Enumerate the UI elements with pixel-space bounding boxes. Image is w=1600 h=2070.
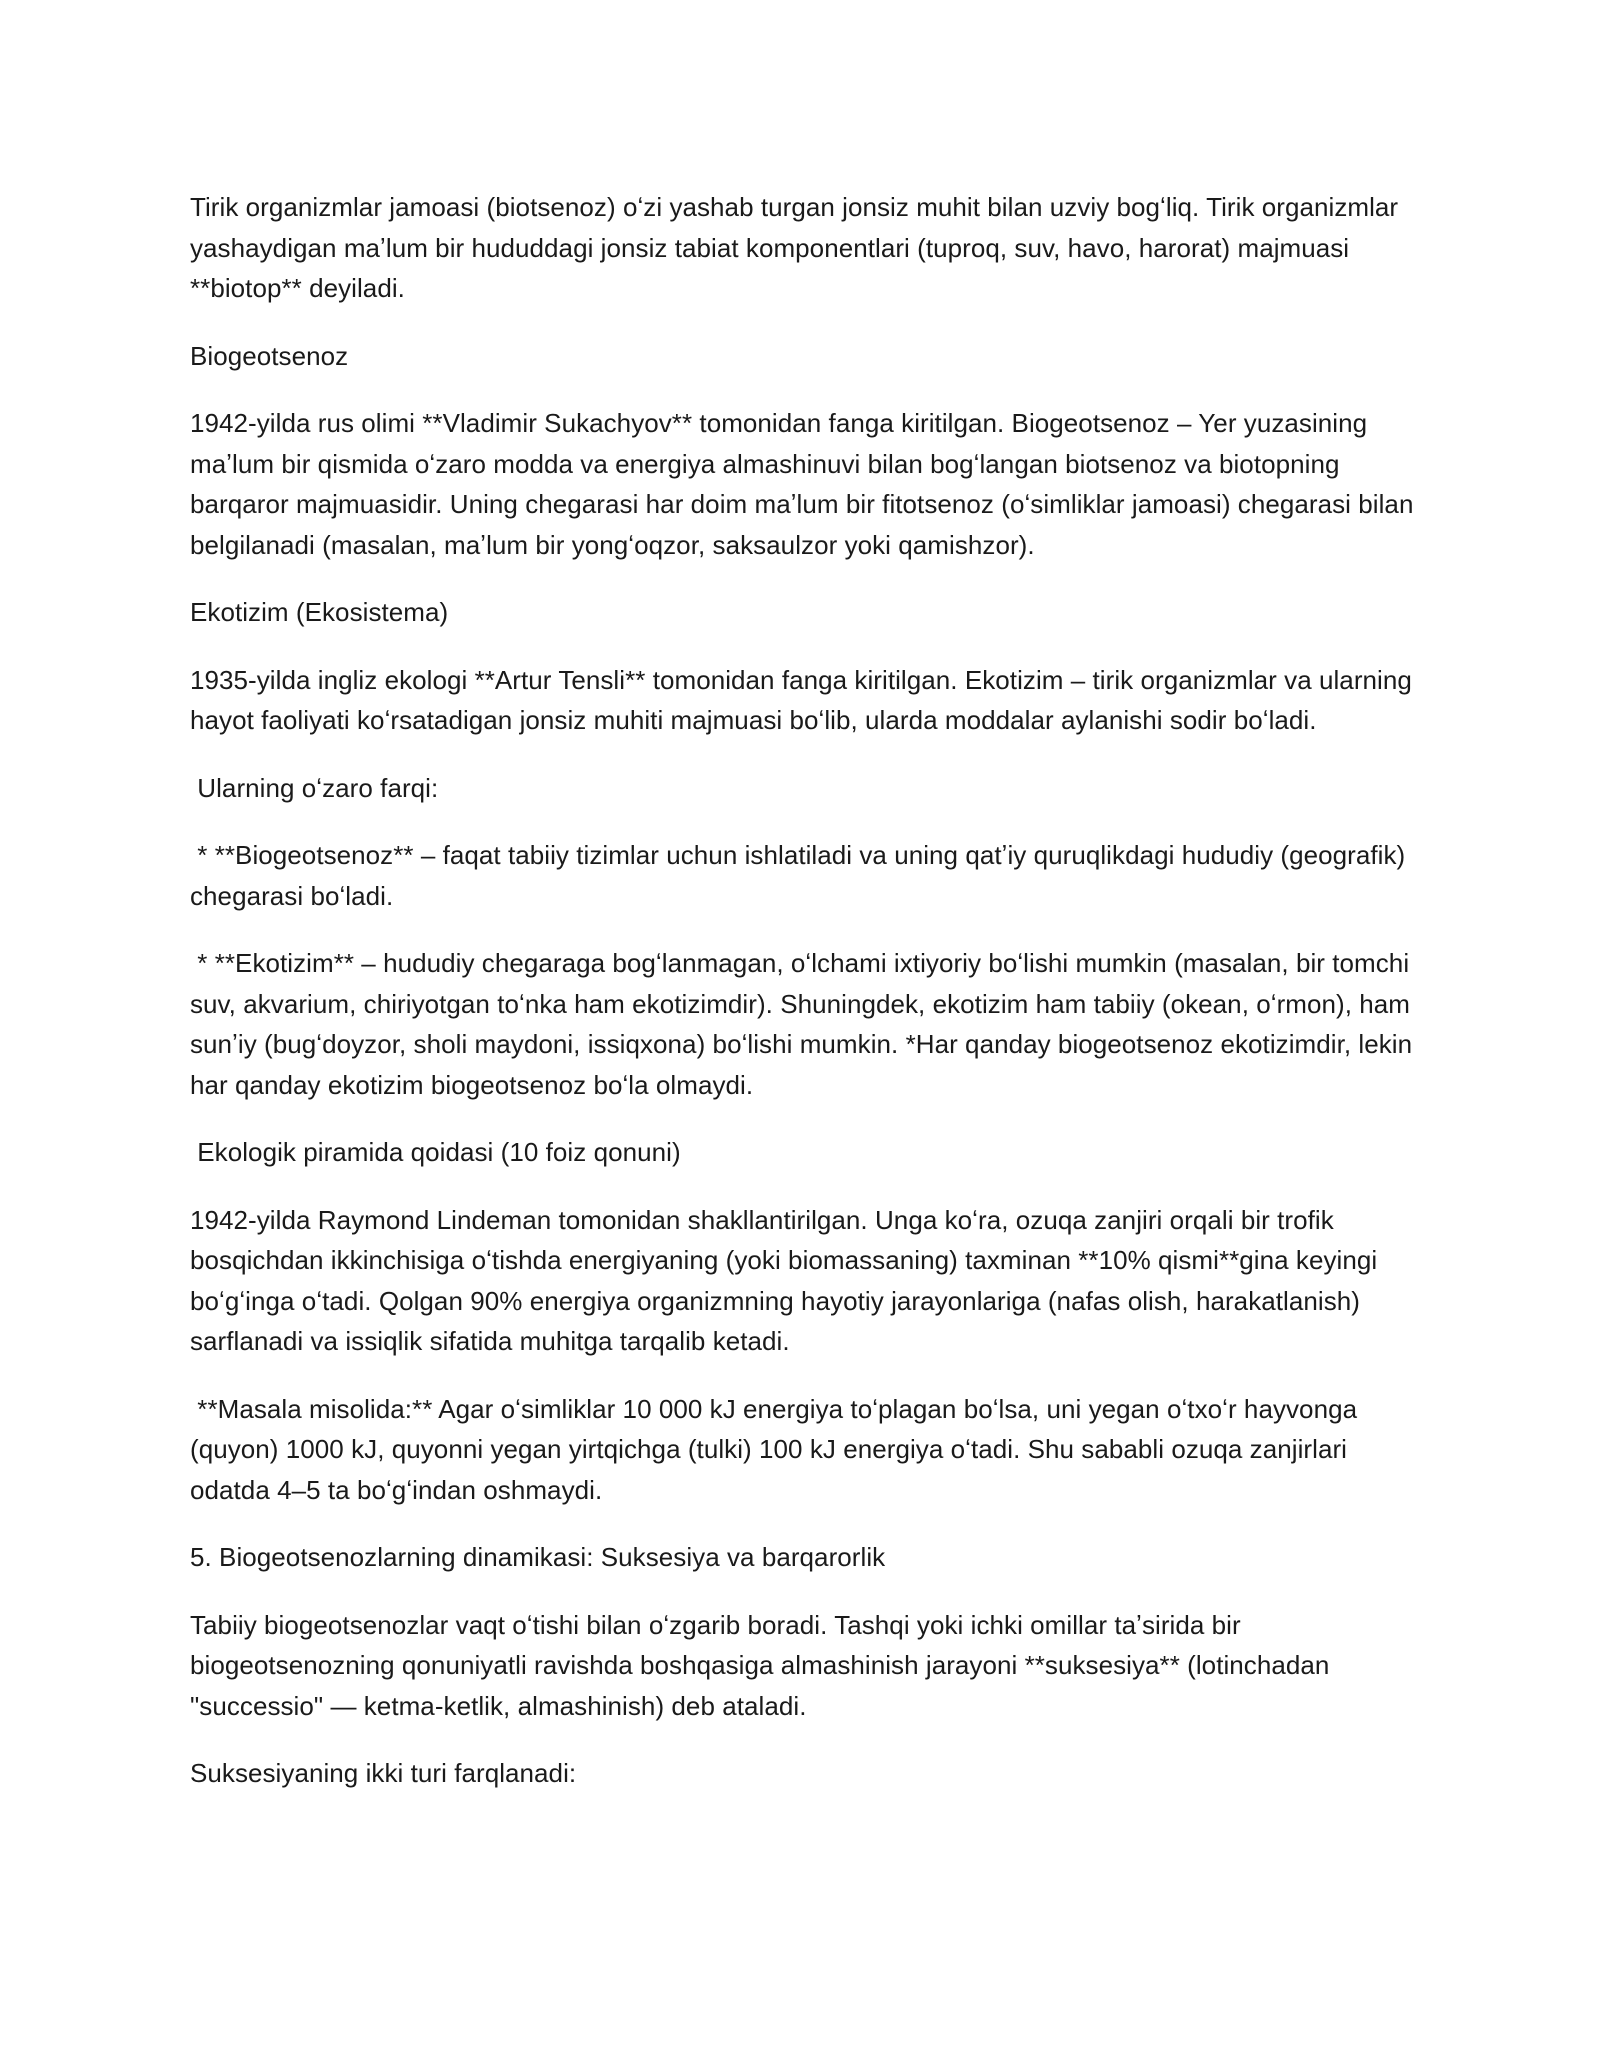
heading-dynamics: 5. Biogeotsenozlarning dinamikasi: Suksesiya va barqarorlik [190,1542,886,1572]
heading-biogeotsenoz: Biogeotsenoz [190,340,349,371]
document-body [190,187,1430,1821]
paragraph-suksesiya: Tabiiy biogeotsenozlar vaqt oʻtishi bilan oʻzgarib boradi. Tashqi yoki ichki omillar taʼsirida bir biogeotsenozning qonuniyatli ravishda boshqasiga almashinish jarayoni **suksesiya** (lotinchadan "successio" — ketma-ketlik, almashinish) deb ataladi. [190,1609,1337,1721]
heading-ecological-pyramid: Ekologik piramida qoidasi (10 foiz qonuni) [190,1137,681,1167]
list-item-biogeotsenoz: * **Biogeotsenoz** – faqat tabiiy tizimlar uchun ishlatiladi va uning qatʼiy quruqlikdagi hududiy (geografik) chegarasi boʻladi. [190,840,1413,911]
heading-difference: Ularning oʻzaro farqi: [190,772,439,803]
paragraph-example: **Masala misolida:** Agar oʻsimliklar 10 000 kJ energiya toʻplagan boʻlsa, uni yegan oʻtxoʻr hayvonga (quyon) 1000 kJ, quyonni yegan yirtqichga (tulki) 100 kJ energiya oʻtadi. Shu sababli ozuqa zanjirlari odatda 4–5 ta boʻgʻindan oshmaydi. [190,1393,1365,1505]
paragraph-ekotizim: 1935-yilda ingliz ekologi **Artur Tensli** tomonidan fanga kiritilgan. Ekotizim – tirik organizmlar va ularning hayot faoliyati koʻrsatadigan jonsiz muhiti majmuasi boʻlib, ularda moddalar aylanishi sodir boʻladi. [190,664,1420,735]
heading-ekotizim: Ekotizim (Ekosistema) [190,597,449,627]
paragraph-biogeotsenoz: 1942-yilda rus olimi **Vladimir Sukachyov** tomonidan fanga kiritilgan. Biogeotsenoz – Yer yuzasining maʼlum bir qismida oʻzaro modda va energiya almashinuvi bilan bogʻlangan biotsenoz va biotopning barqaror majmuasidir. Uning chegarasi har doim maʼlum bir fitotsenoz (oʻsimliklar jamoasi) chegarasi bilan belgilanadi (masalan, maʼlum bir yongʻoqzor, saksaulzor yoki qamishzor). [190,408,1421,560]
paragraph-biotop: Tirik organizmlar jamoasi (biotsenoz) oʻzi yashab turgan jonsiz muhit bilan uzviy bogʻliq. Tirik organizmlar yashaydigan maʼlum bir hududdagi jonsiz tabiat komponentlari (tuproq, suv, havo, harorat) majmuasi **biotop** deyiladi. [190,192,1406,303]
paragraph-ecological-pyramid: 1942-yilda Raymond Lindeman tomonidan shakllantirilgan. Unga koʻra, ozuqa zanjiri orqali bir trofik bosqichdan ikkinchisiga oʻtishda energiyaning (yoki biomassaning) taxminan **10% qismi**gina keyingi boʻgʻinga oʻtadi. Qolgan 90% energiya organizmning hayotiy jarayonlariga (nafas olish, harakatlanish) sarflanadi va issiqlik sifatida muhitga tarqalib ketadi. [190,1204,1385,1356]
list-item-ekotizim: * **Ekotizim** – hududiy chegaraga bogʻlanmagan, oʻlchami ixtiyoriy boʻlishi mumkin (masalan, bir tomchi suv, akvarium, chiriyotgan toʻnka ham ekotizimdir). Shuningdek, ekotizim ham tabiiy (okean, oʻrmon), ham sunʼiy (bugʻdoyzor, sholi maydoni, issiqxona) boʻlishi mumkin. *Har qanday biogeotsenoz ekotizimdir, lekin har qanday ekotizim biogeotsenoz boʻla olmaydi. [190,948,1420,1100]
paragraph-suksesiya-types: Suksesiyaning ikki turi farqlanadi: [190,1758,577,1788]
